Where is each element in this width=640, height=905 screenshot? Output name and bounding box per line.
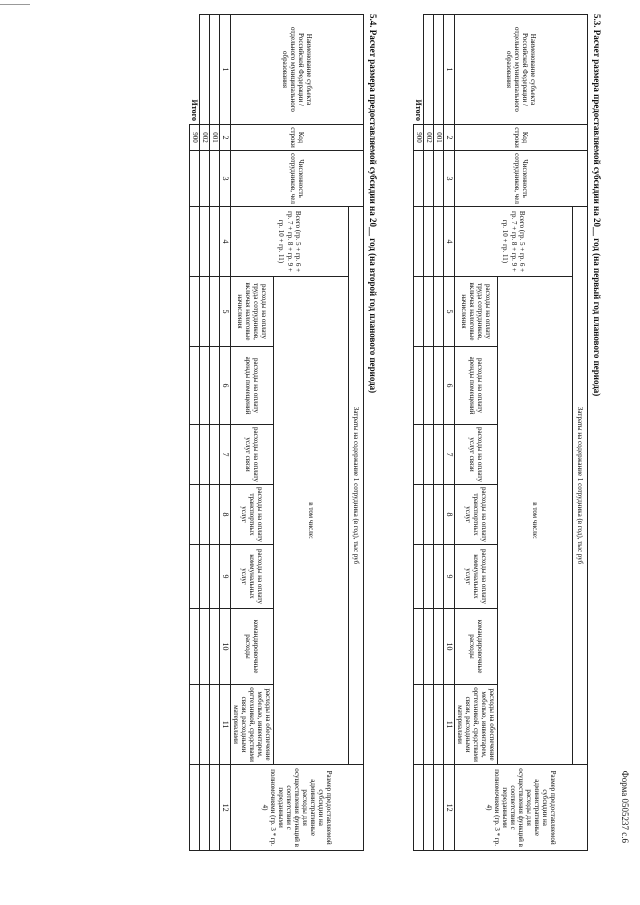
header-c7: расходы на оплату услуг связи: [231, 425, 274, 485]
col-num: 4: [220, 207, 231, 277]
header-name: Наименование субъекта Российской Федерации / отдельного муниципального образования: [455, 15, 588, 125]
cell-value[interactable]: [190, 277, 200, 347]
cell-value[interactable]: [424, 347, 434, 425]
table-53: [413, 14, 588, 851]
cell-value[interactable]: [414, 685, 424, 765]
header-c8: расходы на оплату транспортных услуг: [455, 485, 498, 545]
cell-value[interactable]: [414, 277, 424, 347]
header-c9: расходы на оплату коммунальных услуг: [231, 545, 274, 609]
cell-value[interactable]: [424, 425, 434, 485]
total-row: [414, 15, 424, 851]
col-num: 3: [444, 151, 455, 207]
total-label: Итого: [189, 99, 199, 121]
cell-value[interactable]: [210, 151, 220, 207]
cell-value[interactable]: [200, 207, 210, 277]
header-c6: расходы на оплату аренды помещений: [231, 347, 274, 425]
col-num: 5: [444, 277, 455, 347]
cell-value[interactable]: [434, 609, 444, 685]
col-num: 1: [444, 15, 455, 125]
cell-value[interactable]: [210, 545, 220, 609]
cell-value[interactable]: [424, 685, 434, 765]
col-num: 7: [444, 425, 455, 485]
header-c8: расходы на оплату транспортных услуг: [231, 485, 274, 545]
cell-value[interactable]: [424, 765, 434, 851]
scan-edge-line: [0, 4, 30, 5]
cell-value[interactable]: [190, 765, 200, 851]
header-c11: расходы на обеспечение мебелью, инвентарем, оргтехникой, средствами связи, расходными материалами: [231, 685, 274, 765]
cell-value[interactable]: [190, 545, 200, 609]
cell-value[interactable]: [200, 765, 210, 851]
cell-value[interactable]: [434, 485, 444, 545]
cell-code: 002: [200, 125, 210, 151]
total-code: 900: [414, 125, 424, 151]
cell-value[interactable]: [190, 685, 200, 765]
cell-value[interactable]: [434, 545, 444, 609]
cell-value[interactable]: [424, 609, 434, 685]
col-num: 9: [444, 545, 455, 609]
cell-value[interactable]: [200, 151, 210, 207]
col-num: 10: [444, 609, 455, 685]
cell-value[interactable]: [414, 207, 424, 277]
cell-value[interactable]: [414, 609, 424, 685]
cell-value[interactable]: [210, 277, 220, 347]
header-count: Численность сотрудников, чел: [231, 151, 364, 207]
section-53-title: 5.3. Расчет размера предоставляемой субсидии на 20__ год (на первый год планового периода): [592, 14, 602, 397]
header-name: Наименование субъекта Российской Федерации / отдельного муниципального образования: [231, 15, 364, 125]
col-num: 9: [220, 545, 231, 609]
cell-value[interactable]: [210, 609, 220, 685]
cell-value[interactable]: [414, 151, 424, 207]
section-54-title: 5.4. Расчет размера предоставляемой субсидии на 20__ год (на второй год планового периода): [368, 14, 378, 394]
header-c10: командировочные расходы: [455, 609, 498, 685]
cell-value[interactable]: [414, 347, 424, 425]
cell-value[interactable]: [190, 347, 200, 425]
cell-value[interactable]: [434, 151, 444, 207]
cell-value[interactable]: [210, 485, 220, 545]
col-num: 7: [220, 425, 231, 485]
header-expenses-group: Затраты на содержание 1 сотрудника (в год), тыс руб: [573, 207, 588, 765]
cell-value[interactable]: [210, 207, 220, 277]
cell-value[interactable]: [200, 485, 210, 545]
cell-value[interactable]: [414, 765, 424, 851]
total-row: [190, 15, 200, 851]
cell-value[interactable]: [210, 765, 220, 851]
col-num: 6: [220, 347, 231, 425]
cell-value[interactable]: [434, 425, 444, 485]
cell-name[interactable]: [434, 15, 444, 125]
header-c5: расходы на оплату труда сотрудников, включая налоговые начисления: [455, 277, 498, 347]
total-code: 900: [190, 125, 200, 151]
cell-value[interactable]: [434, 685, 444, 765]
col-num: 11: [444, 685, 455, 765]
column-number-row: [444, 15, 455, 851]
cell-value[interactable]: [424, 485, 434, 545]
col-num: 2: [444, 125, 455, 151]
cell-value[interactable]: [434, 347, 444, 425]
cell-value[interactable]: [434, 277, 444, 347]
cell-value[interactable]: [434, 207, 444, 277]
col-num: 10: [220, 609, 231, 685]
col-num: 8: [444, 485, 455, 545]
cell-value[interactable]: [190, 609, 200, 685]
col-num: 12: [220, 765, 231, 851]
cell-value[interactable]: [424, 277, 434, 347]
table-row: [424, 15, 434, 851]
column-number-row: [220, 15, 231, 851]
cell-code: 001: [434, 125, 444, 151]
cell-value[interactable]: [424, 545, 434, 609]
header-c11: расходы на обеспечение мебелью, инвентарем, оргтехникой, средствами связи, расходными материалами: [455, 685, 498, 765]
header-total: Всего (гр. 5 + гр. 6 + гр. 7 + гр. 8 + гр. 9 + гр. 10 + гр. 11): [231, 207, 349, 277]
header-expenses-group: Затраты на содержание 1 сотрудника (в год), тыс руб: [349, 207, 364, 765]
col-num: 6: [444, 347, 455, 425]
cell-value[interactable]: [200, 425, 210, 485]
header-including: в том числе:: [498, 277, 573, 765]
col-num: 4: [444, 207, 455, 277]
cell-value[interactable]: [200, 277, 210, 347]
header-code: Код строки: [455, 125, 588, 151]
cell-value[interactable]: [200, 347, 210, 425]
table-54: [189, 14, 364, 851]
col-num: 8: [220, 485, 231, 545]
cell-value[interactable]: [200, 545, 210, 609]
cell-name[interactable]: [424, 15, 434, 125]
cell-value[interactable]: [424, 207, 434, 277]
header-c12: Размер предоставляемой субсидии на административные расходы для осуществления функций в соответствии с переданными полномочиями (гр. 3 * гр. 4): [231, 765, 364, 851]
cell-code: 001: [210, 125, 220, 151]
page-content: [40, 0, 640, 865]
cell-name[interactable]: [200, 15, 210, 125]
header-including: в том числе:: [274, 277, 349, 765]
cell-value[interactable]: [190, 485, 200, 545]
cell-value[interactable]: [190, 207, 200, 277]
cell-value[interactable]: [414, 545, 424, 609]
form-label: Форма 0505237 с.6: [620, 770, 630, 843]
col-num: 12: [444, 765, 455, 851]
cell-code: 002: [424, 125, 434, 151]
header-c5: расходы на оплату труда сотрудников, включая налоговые начисления: [231, 277, 274, 347]
cell-value[interactable]: [424, 151, 434, 207]
col-num: 1: [220, 15, 231, 125]
col-num: 3: [220, 151, 231, 207]
cell-name[interactable]: [210, 15, 220, 125]
cell-value[interactable]: [200, 685, 210, 765]
col-num: 5: [220, 277, 231, 347]
cell-value[interactable]: [414, 425, 424, 485]
header-count: Численность сотрудников, чел: [455, 151, 588, 207]
header-c7: расходы на оплату услуг связи: [455, 425, 498, 485]
cell-value[interactable]: [414, 485, 424, 545]
cell-value[interactable]: [190, 151, 200, 207]
total-label: Итого: [413, 99, 423, 121]
cell-value[interactable]: [434, 765, 444, 851]
cell-value[interactable]: [210, 347, 220, 425]
table-row: [434, 15, 444, 851]
col-num: 2: [220, 125, 231, 151]
cell-value[interactable]: [210, 425, 220, 485]
cell-value[interactable]: [190, 425, 200, 485]
header-c6: расходы на оплату аренды помещений: [455, 347, 498, 425]
col-num: 11: [220, 685, 231, 765]
table-row: [210, 15, 220, 851]
header-code: Код строки: [231, 125, 364, 151]
header-c9: расходы на оплату коммунальных услуг: [455, 545, 498, 609]
header-c10: командировочные расходы: [231, 609, 274, 685]
table-row: [200, 15, 210, 851]
header-c12: Размер предоставляемой субсидии на административные расходы для осуществления функций в соответствии с переданными полномочиями (гр. 3 * гр. 4): [455, 765, 588, 851]
cell-value[interactable]: [210, 685, 220, 765]
cell-value[interactable]: [200, 609, 210, 685]
rotated-page: [40, 0, 640, 865]
header-total: Всего (гр. 5 + гр. 6 + гр. 7 + гр. 8 + гр. 9 + гр. 10 + гр. 11): [455, 207, 573, 277]
